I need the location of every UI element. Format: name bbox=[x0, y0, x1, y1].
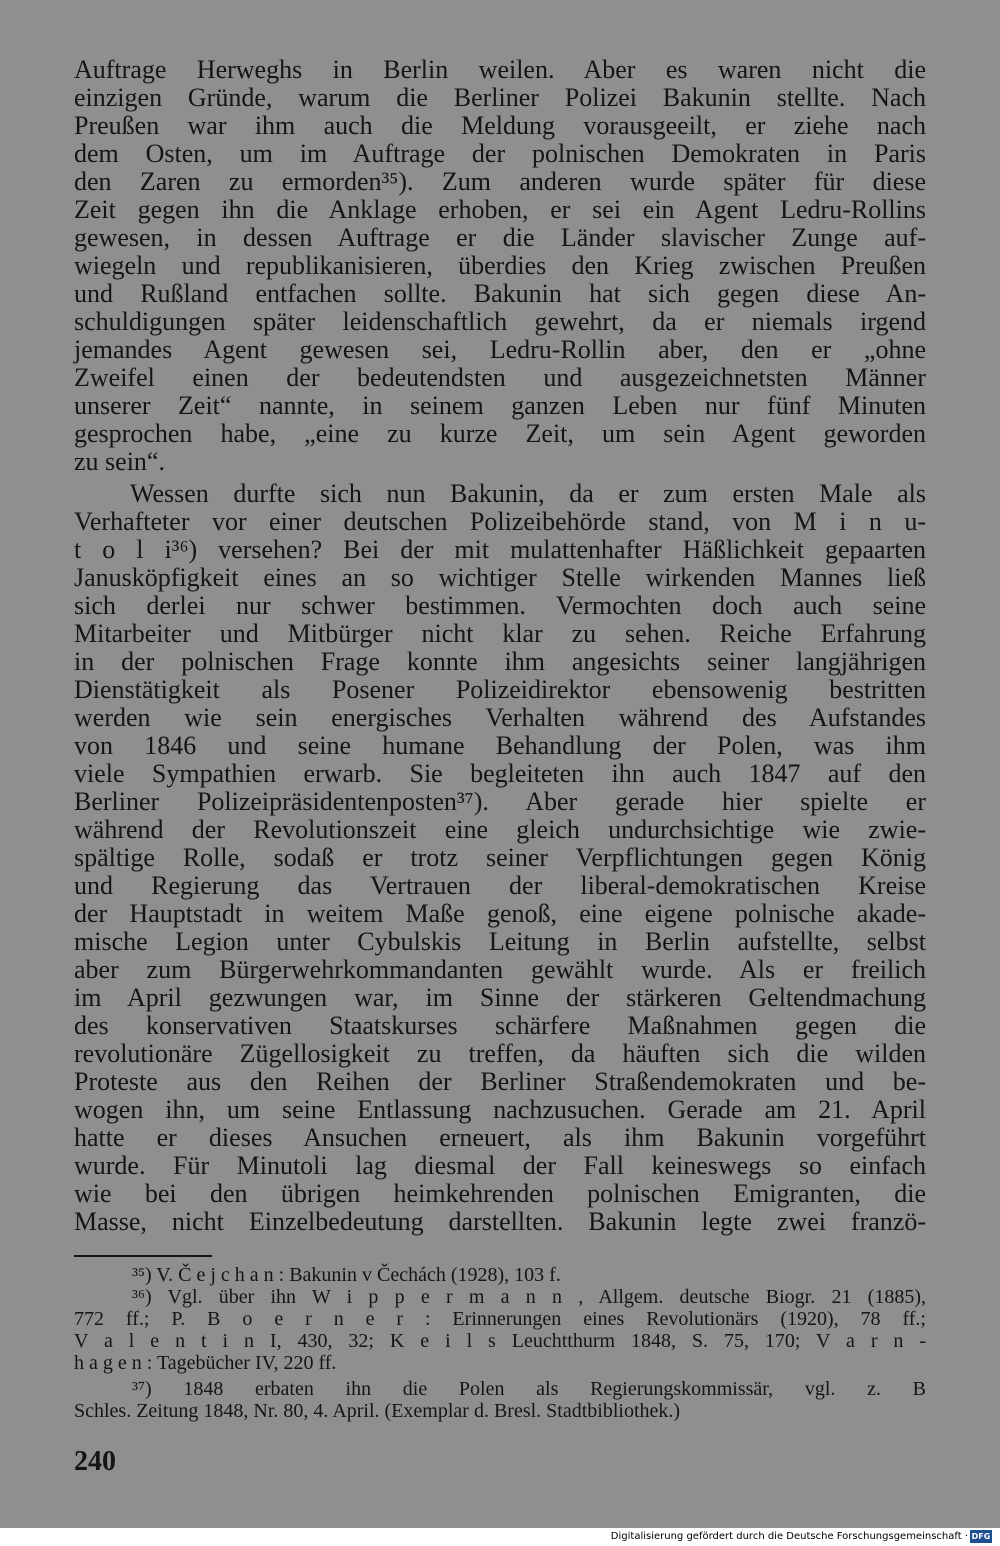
body-line: von 1846 und seine humane Behandlung der Polen, was ihm bbox=[74, 731, 926, 760]
body-line: t o l i³⁶) versehen? Bei der mit mulattenhafter Häßlichkeit gepaarten bbox=[74, 535, 926, 564]
body-line: Janusköpfigkeit eines an so wichtiger Stelle wirkenden Mannes ließ bbox=[74, 563, 926, 592]
body-line: revolutionäre Zügellosigkeit zu treffen, da häuften sich die wilden bbox=[74, 1039, 926, 1068]
body-line: aber zum Bürgerwehrkommandanten gewählt wurde. Als er freilich bbox=[74, 955, 926, 984]
dfg-logo: DFG bbox=[971, 1532, 991, 1541]
body-line: während der Revolutionszeit eine gleich undurchsichtige wie zwie- bbox=[74, 815, 926, 844]
body-line: wurde. Für Minutoli lag diesmal der Fall keineswegs so einfach bbox=[74, 1151, 926, 1180]
body-line: hatte er dieses Ansuchen erneuert, als ihm Bakunin vorgeführt bbox=[74, 1123, 926, 1152]
body-line: und Regierung das Vertrauen der liberal-demokratischen Kreise bbox=[74, 871, 926, 900]
body-line: wiegeln und republikanisieren, überdies den Krieg zwischen Preußen bbox=[74, 251, 926, 280]
body-line: Berliner Polizeipräsidentenposten³⁷). Aber gerade hier spielte er bbox=[74, 787, 926, 816]
body-line: Auftrage Herweghs in Berlin weilen. Aber es waren nicht die bbox=[74, 55, 926, 84]
body-line: Preußen war ihm auch die Meldung vorausgeeilt, er ziehe nach bbox=[74, 111, 926, 140]
body-line: Zeit gegen ihn die Anklage erhoben, er sei ein Agent Ledru-Rollins bbox=[74, 195, 926, 224]
body-line: dem Osten, um im Auftrage der polnischen Demokraten in Paris bbox=[74, 139, 926, 168]
body-line: spältige Rolle, sodaß er trotz seiner Verpflichtungen gegen König bbox=[74, 843, 926, 872]
body-line: schuldigungen später leidenschaftlich gewehrt, da er niemals irgend bbox=[74, 307, 926, 336]
body-line: Verhafteter vor einer deutschen Polizeibehörde stand, von M i n u- bbox=[74, 507, 926, 536]
footnote-line: ³⁵) V. Č e j c h a n : Bakunin v Čechách (1928), 103 f. bbox=[132, 1264, 561, 1286]
body-line: Wessen durfte sich nun Bakunin, da er zum ersten Male als bbox=[130, 479, 926, 508]
body-line: unserer Zeit“ nannte, in seinem ganzen Leben nur fünf Minuten bbox=[74, 391, 926, 420]
footnote-line: V a l e n t i n I, 430, 32; K e i l s Leuchtthurm 1848, S. 75, 170; V a r n - bbox=[74, 1330, 926, 1352]
body-line: sich derlei nur schwer bestimmen. Vermochten doch auch seine bbox=[74, 591, 926, 620]
body-line: Mitarbeiter und Mitbürger nicht klar zu sehen. Reiche Erfahrung bbox=[74, 619, 926, 648]
body-line: mische Legion unter Cybulskis Leitung in Berlin aufstellte, selbst bbox=[74, 927, 926, 956]
body-line: gesprochen habe, „eine zu kurze Zeit, um sein Agent geworden bbox=[74, 419, 926, 448]
body-line: im April gezwungen war, im Sinne der stärkeren Geltendmachung bbox=[74, 983, 926, 1012]
body-line: gewesen, in dessen Auftrage er die Länder slavischer Zunge auf- bbox=[74, 223, 926, 252]
footnote-line: Schles. Zeitung 1848, Nr. 80, 4. April. (Exemplar d. Bresl. Stadtbibliothek.) bbox=[74, 1400, 681, 1422]
body-line: und Rußland entfachen sollte. Bakunin hat sich gegen diese An- bbox=[74, 279, 926, 308]
body-line: wie bei den übrigen heimkehrenden polnischen Emigranten, die bbox=[74, 1179, 926, 1208]
footnote-line: ³⁷) 1848 erbaten ihn die Polen als Regierungskommissär, vgl. z. B bbox=[132, 1378, 926, 1400]
footnote-separator bbox=[74, 1255, 212, 1257]
body-line: in der polnischen Frage konnte ihm angesichts seiner langjährigen bbox=[74, 647, 926, 676]
body-line: des konservativen Staatskurses schärfere Maßnahmen gegen die bbox=[74, 1011, 926, 1040]
footnote-line: ³⁶) Vgl. über ihn W i p p e r m a n n , Allgem. deutsche Biogr. 21 (1885), bbox=[132, 1286, 926, 1308]
body-line: Dienstätigkeit als Posener Polizeidirektor ebensowenig bestritten bbox=[74, 675, 926, 704]
body-line: viele Sympathien erwarb. Sie begleiteten ihn auch 1847 auf den bbox=[74, 759, 926, 788]
footnote-line: 772 ff.; P. B o e r n e r : Erinnerungen eines Revolutionärs (1920), 78 ff.; bbox=[74, 1308, 926, 1330]
body-line: den Zaren zu ermorden³⁵). Zum anderen wurde später für diese bbox=[74, 167, 926, 196]
body-line: einzigen Gründe, warum die Berliner Polizei Bakunin stellte. Nach bbox=[74, 83, 926, 112]
page-number: 240 bbox=[74, 1446, 116, 1477]
body-line: Proteste aus den Reihen der Berliner Straßendemokraten und be- bbox=[74, 1067, 926, 1096]
funding-credit: Digitalisierung gefördert durch die Deutsche Forschungsgemeinschaft · bbox=[610, 1531, 968, 1542]
body-line: Zweifel einen der bedeutendsten und ausgezeichnetsten Männer bbox=[74, 363, 926, 392]
body-line: werden wie sein energisches Verhalten während des Aufstandes bbox=[74, 703, 926, 732]
body-line: der Hauptstadt in weitem Maße genoß, eine eigene polnische akade- bbox=[74, 899, 926, 928]
body-line: jemandes Agent gewesen sei, Ledru-Rollin aber, den er „ohne bbox=[74, 335, 926, 364]
footnote-line: h a g e n : Tagebücher IV, 220 ff. bbox=[74, 1352, 337, 1374]
body-line: Masse, nicht Einzelbedeutung darstellten. Bakunin legte zwei franzö- bbox=[74, 1207, 926, 1236]
body-line: zu sein“. bbox=[74, 447, 165, 476]
body-line: wogen ihn, um seine Entlassung nachzusuchen. Gerade am 21. April bbox=[74, 1095, 926, 1124]
